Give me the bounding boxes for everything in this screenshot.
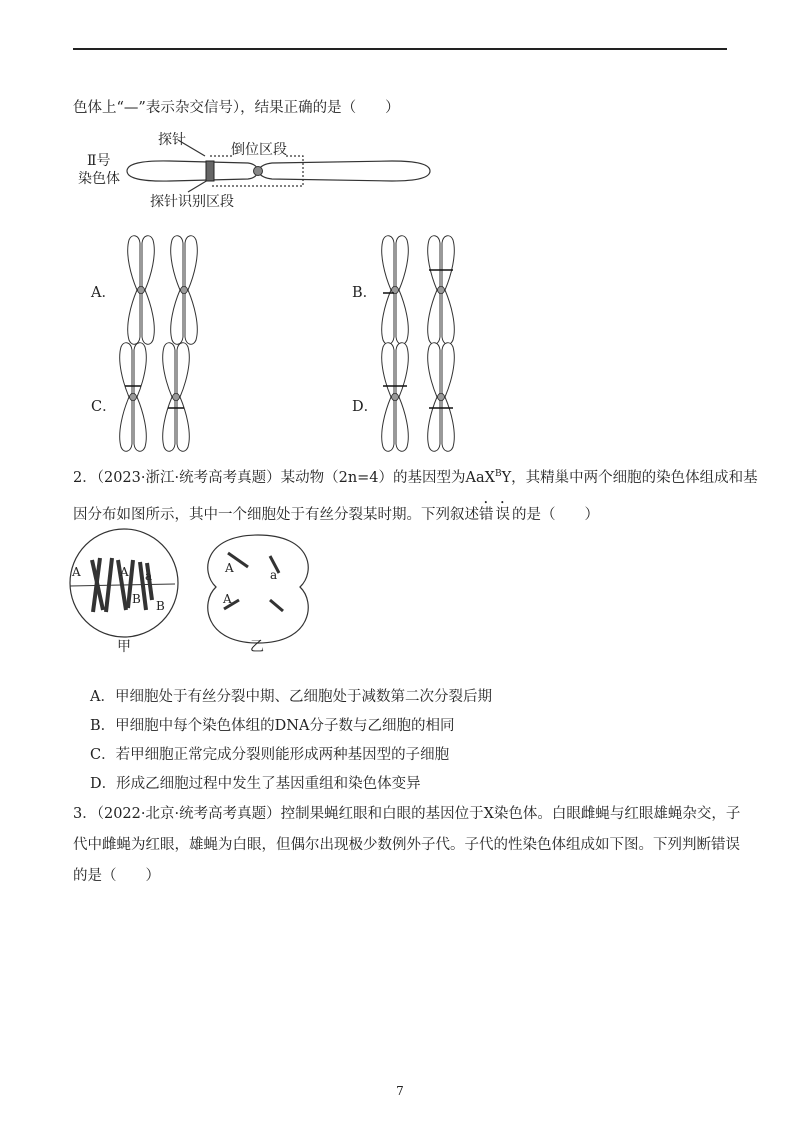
q2-line-1a: 2．（2023·浙江·统考高考真题）某动物（2n=4）的基因型为AaX	[73, 470, 495, 486]
gene-a-upper-4: A	[223, 592, 232, 606]
gene-a-upper-1: A	[72, 565, 81, 579]
q2-option-d[interactable]: D．形成乙细胞过程中发生了基因重组和染色体变异	[90, 776, 421, 792]
q2-line-1-sup: B	[494, 469, 502, 480]
q3-line-3: 的是（ ）	[73, 868, 160, 884]
gene-a-lower-1: a	[145, 569, 153, 583]
q1-option-a[interactable]: A．	[91, 285, 116, 301]
q3-line-2: 代中雌蝇为红眼，雄蝇为白眼，但偶尔出现极少数例外子代。子代的性染色体组成如下图。下列判断错误	[73, 837, 740, 853]
q2-line-1b: Y，其精巢中两个细胞的染色体组成和基	[501, 470, 758, 486]
cell-yi-label: 乙	[250, 639, 264, 655]
gene-a-lower-2: a	[270, 568, 278, 582]
probe-region-label: 探针识别区段	[150, 194, 234, 210]
chromosome-label-1: Ⅱ号	[87, 153, 111, 169]
q3-line-1: 3．（2022·北京·统考高考真题）控制果蝇红眼和白眼的基因位于X染色体。白眼雌蝇与红眼雄蝇杂交，子	[73, 806, 741, 822]
gene-a-upper-3: A	[225, 561, 234, 575]
q2-line-2-emph: 错误	[479, 507, 512, 523]
probe-label: 探针	[158, 132, 186, 148]
inversion-label: 倒位区段	[231, 142, 287, 158]
q1-stem-tail: 色体上“—”表示杂交信号），结果正确的是（ ）	[73, 100, 400, 116]
gene-b-2: B	[156, 599, 165, 613]
q2-line-2a: 因分布如图所示，其中一个细胞处于有丝分裂某时期。下列叙述	[73, 507, 479, 523]
q1-option-b[interactable]: B．	[352, 285, 378, 301]
gene-a-upper-2: A	[120, 565, 129, 579]
chromosome-label-2: 染色体	[78, 171, 120, 187]
gene-b-1: B	[132, 592, 141, 606]
page-number: 7	[396, 1084, 404, 1098]
q2-option-a[interactable]: A．甲细胞处于有丝分裂中期、乙细胞处于减数第二次分裂后期	[90, 689, 492, 705]
cell-jia-label: 甲	[117, 639, 131, 655]
q2-option-c[interactable]: C．若甲细胞正常完成分裂则能形成两种基因型的子细胞	[90, 747, 450, 763]
q2-option-b[interactable]: B．甲细胞中每个染色体组的DNA分子数与乙细胞的相同	[90, 718, 455, 734]
q1-option-c[interactable]: C．	[91, 399, 117, 415]
cell-jia	[70, 529, 178, 637]
q2-line-2b: 的是（ ）	[512, 507, 599, 523]
cell-yi	[208, 535, 308, 643]
q1-option-d[interactable]: D．	[352, 399, 379, 415]
